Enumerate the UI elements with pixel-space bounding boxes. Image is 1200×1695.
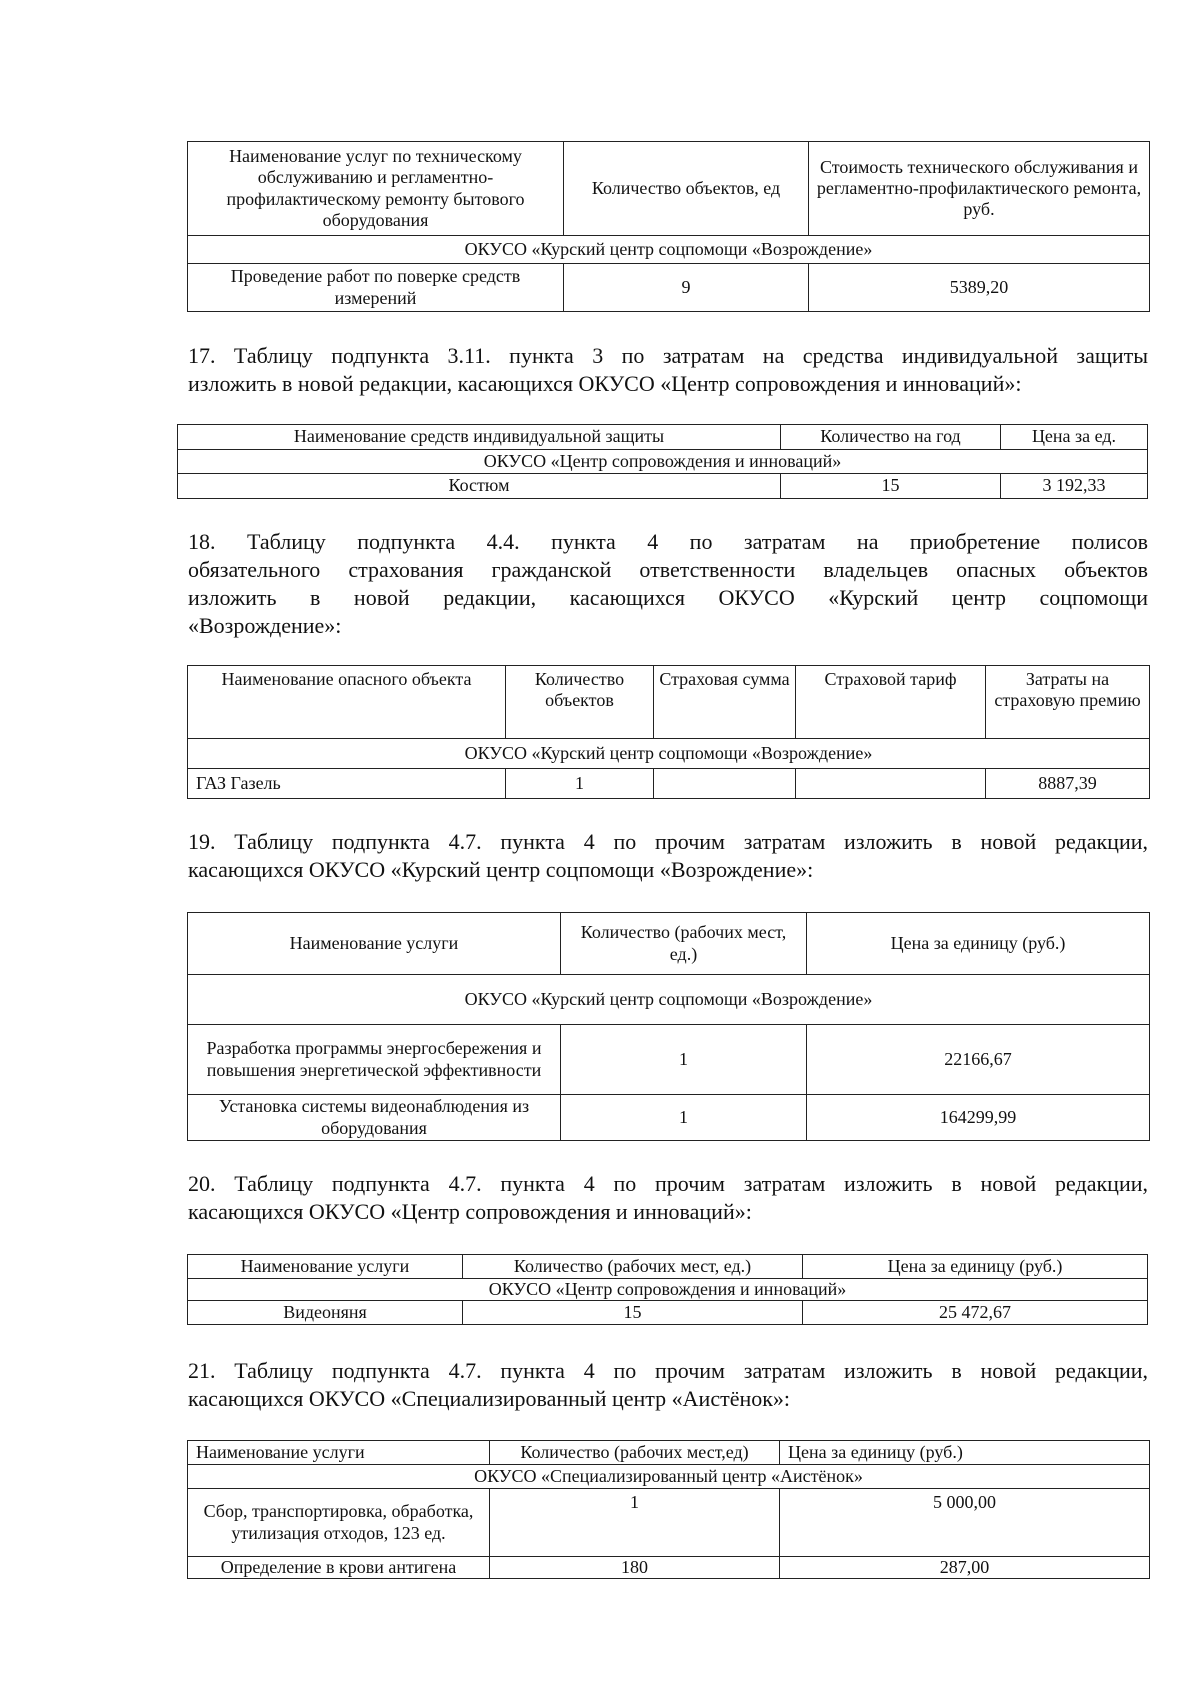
paragraph-21 bbox=[188, 1357, 1148, 1413]
cell-quantity: 1 bbox=[561, 1095, 807, 1141]
paragraph-line: «Возрождение»: bbox=[188, 613, 342, 638]
cell-ppe-name: Костюм bbox=[178, 474, 781, 499]
table-other-costs-aistenok bbox=[187, 1440, 1150, 1579]
paragraph-line: 18. Таблицу подпункта 4.4. пункта 4 по затратам на приобретение полисов bbox=[188, 529, 1148, 554]
table-row bbox=[188, 1557, 1150, 1579]
col-header-service: Наименование услуги bbox=[188, 1255, 463, 1279]
table-header-row bbox=[188, 1255, 1148, 1279]
col-header-insured-sum: Страховая сумма bbox=[654, 666, 796, 739]
col-header-unit-price: Цена за единицу (руб.) bbox=[807, 913, 1150, 975]
col-header-object: Наименование опасного объекта bbox=[188, 666, 506, 739]
cell-premium: 8887,39 bbox=[986, 769, 1150, 799]
cell-quantity: 1 bbox=[490, 1489, 780, 1557]
col-header-service: Наименование услуг по техническому обслуживанию и регламентно-профилактическому ремонту бытового оборудования bbox=[188, 142, 564, 236]
paragraph-17 bbox=[188, 342, 1148, 398]
col-header-premium: Затраты на страховую премию bbox=[986, 666, 1150, 739]
paragraph-18 bbox=[188, 528, 1148, 640]
org-name: ОКУСО «Центр сопровождения и инноваций» bbox=[178, 450, 1148, 474]
cell-unit-price: 25 472,67 bbox=[803, 1301, 1148, 1325]
table-row bbox=[188, 1489, 1150, 1557]
cell-quantity: 1 bbox=[561, 1025, 807, 1095]
org-row bbox=[188, 739, 1150, 769]
col-header-ppe-name: Наименование средств индивидуальной защиты bbox=[178, 425, 781, 450]
table-row bbox=[188, 1025, 1150, 1095]
cell-qty: 15 bbox=[781, 474, 1001, 499]
col-header-quantity: Количество (рабочих мест, ед.) bbox=[561, 913, 807, 975]
table-row bbox=[188, 1095, 1150, 1141]
cell-service: Проведение работ по поверке средств измерений bbox=[188, 264, 564, 312]
col-header-unit-price: Цена за единицу (руб.) bbox=[803, 1255, 1148, 1279]
cell-insured-sum bbox=[654, 769, 796, 799]
table-other-costs-vozrozhdenie bbox=[187, 912, 1150, 1141]
table-household-equipment-maintenance bbox=[187, 141, 1150, 312]
org-row bbox=[188, 1279, 1148, 1301]
paragraph-line: 17. Таблицу подпункта 3.11. пункта 3 по затратам на средства индивидуальной защиты bbox=[188, 343, 1148, 368]
cell-object: ГАЗ Газель bbox=[188, 769, 506, 799]
col-header-quantity: Количество (рабочих мест,ед) bbox=[490, 1441, 780, 1465]
cell-unit-price: 5 000,00 bbox=[780, 1489, 1150, 1557]
cell-unit-price: 164299,99 bbox=[807, 1095, 1150, 1141]
col-header-count: Количество объектов bbox=[506, 666, 654, 739]
paragraph-line: касающихся ОКУСО «Специализированный центр «Аистёнок»: bbox=[188, 1386, 791, 1411]
table-hazardous-object-insurance bbox=[187, 665, 1150, 799]
paragraph-line: изложить в новой редакции, касающихся ОКУСО «Центр сопровождения и инноваций»: bbox=[188, 371, 1022, 396]
cell-price: 3 192,33 bbox=[1001, 474, 1148, 499]
cell-service: Сбор, транспортировка, обработка, утилизация отходов, 123 ед. bbox=[188, 1489, 490, 1557]
cell-service: Разработка программы энергосбережения и повышения энергетической эффективности bbox=[188, 1025, 561, 1095]
org-name: ОКУСО «Курский центр соцпомощи «Возрождение» bbox=[188, 975, 1150, 1025]
table-personal-protective-equipment bbox=[177, 424, 1148, 499]
org-row bbox=[178, 450, 1148, 474]
cell-quantity: 9 bbox=[564, 264, 809, 312]
cell-quantity: 180 bbox=[490, 1557, 780, 1579]
table-header-row bbox=[188, 913, 1150, 975]
cell-cost: 5389,20 bbox=[809, 264, 1150, 312]
table-row bbox=[178, 474, 1148, 499]
table-row bbox=[188, 1301, 1148, 1325]
col-header-unit-price: Цена за ед. bbox=[1001, 425, 1148, 450]
table-header-row bbox=[188, 142, 1150, 236]
col-header-service: Наименование услуги bbox=[188, 913, 561, 975]
col-header-unit-price: Цена за единицу (руб.) bbox=[780, 1441, 1150, 1465]
org-row bbox=[188, 1465, 1150, 1489]
table-header-row bbox=[188, 666, 1150, 739]
org-row bbox=[188, 236, 1150, 264]
paragraph-line: 21. Таблицу подпункта 4.7. пункта 4 по прочим затратам изложить в новой редакции, bbox=[188, 1358, 1148, 1383]
table-header-row bbox=[188, 1441, 1150, 1465]
cell-unit-price: 287,00 bbox=[780, 1557, 1150, 1579]
col-header-cost: Стоимость технического обслуживания и регламентно-профилактического ремонта, руб. bbox=[809, 142, 1150, 236]
cell-count: 1 bbox=[506, 769, 654, 799]
paragraph-line: 20. Таблицу подпункта 4.7. пункта 4 по прочим затратам изложить в новой редакции, bbox=[188, 1171, 1148, 1196]
col-header-qty-per-year: Количество на год bbox=[781, 425, 1001, 450]
table-header-row bbox=[178, 425, 1148, 450]
paragraph-19 bbox=[188, 828, 1148, 884]
table-row bbox=[188, 264, 1150, 312]
org-row bbox=[188, 975, 1150, 1025]
paragraph-line: обязательного страхования гражданской ответственности владельцев опасных объектов bbox=[188, 557, 1148, 582]
col-header-quantity: Количество объектов, ед bbox=[564, 142, 809, 236]
org-name: ОКУСО «Специализированный центр «Аистёнок» bbox=[188, 1465, 1150, 1489]
org-name: ОКУСО «Курский центр соцпомощи «Возрождение» bbox=[188, 236, 1150, 264]
cell-service: Определение в крови антигена bbox=[188, 1557, 490, 1579]
col-header-tariff: Страховой тариф bbox=[796, 666, 986, 739]
cell-service: Установка системы видеонаблюдения из оборудования bbox=[188, 1095, 561, 1141]
paragraph-line: изложить в новой редакции, касающихся ОКУСО «Курский центр соцпомощи bbox=[188, 585, 1148, 610]
cell-quantity: 15 bbox=[463, 1301, 803, 1325]
org-name: ОКУСО «Центр сопровождения и инноваций» bbox=[188, 1279, 1148, 1301]
paragraph-line: касающихся ОКУСО «Центр сопровождения и инноваций»: bbox=[188, 1199, 752, 1224]
col-header-service: Наименование услуги bbox=[188, 1441, 490, 1465]
paragraph-20 bbox=[188, 1170, 1148, 1226]
paragraph-line: касающихся ОКУСО «Курский центр соцпомощи «Возрождение»: bbox=[188, 857, 814, 882]
cell-tariff bbox=[796, 769, 986, 799]
table-other-costs-innovation-center bbox=[187, 1254, 1148, 1325]
col-header-quantity: Количество (рабочих мест, ед.) bbox=[463, 1255, 803, 1279]
org-name: ОКУСО «Курский центр соцпомощи «Возрождение» bbox=[188, 739, 1150, 769]
cell-unit-price: 22166,67 bbox=[807, 1025, 1150, 1095]
paragraph-line: 19. Таблицу подпункта 4.7. пункта 4 по прочим затратам изложить в новой редакции, bbox=[188, 829, 1148, 854]
table-row bbox=[188, 769, 1150, 799]
cell-service: Видеоняня bbox=[188, 1301, 463, 1325]
